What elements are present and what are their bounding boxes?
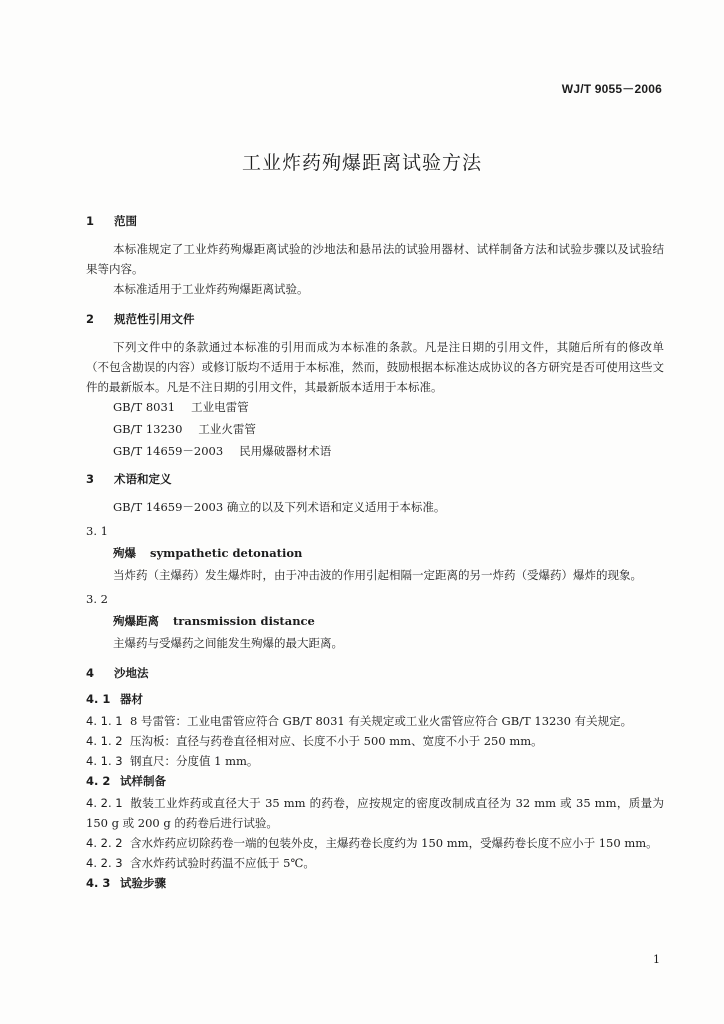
subsection-number: 4. 1 <box>86 692 111 706</box>
reference-name: 工业电雷管 <box>191 400 249 414</box>
term-entry <box>86 611 664 633</box>
reference-item <box>86 397 664 419</box>
subsection-number: 4. 3 <box>86 876 111 890</box>
reference-item <box>86 441 664 463</box>
section-heading-scope <box>86 211 664 231</box>
subsection-heading-sample-preparation <box>86 771 664 793</box>
subsection-number: 4. 2 <box>86 774 111 788</box>
subsection-title: 器材 <box>120 692 143 706</box>
term-number: 3. 2 <box>86 592 108 606</box>
subsection-heading-equipment <box>86 689 664 711</box>
clause-number: 4. 2. 3 <box>86 856 123 870</box>
clause-item <box>86 751 664 771</box>
reference-code: GB/T 8031 <box>113 400 176 414</box>
subsection-heading-test-procedure <box>86 873 664 895</box>
clause-item <box>86 833 664 853</box>
clause-item <box>86 711 664 731</box>
section-title: 规范性引用文件 <box>114 312 195 326</box>
clause-number: 4. 1. 1 <box>86 714 123 728</box>
term-english: sympathetic detonation <box>150 546 303 560</box>
section-number: 2 <box>86 312 95 326</box>
term-entry <box>86 543 664 565</box>
reference-name: 工业火雷管 <box>198 422 256 436</box>
clause-number: 4. 1. 2 <box>86 734 123 748</box>
clause-item <box>86 853 664 873</box>
clause-item <box>86 731 664 751</box>
term-chinese: 殉爆距离 <box>113 614 159 628</box>
term-definition: 当炸药（主爆药）发生爆炸时，由于冲击波的作用引起相隔一定距离的另一炸药（受爆药）爆炸的现象。 <box>113 568 642 582</box>
reference-item <box>86 419 664 441</box>
paragraph: GB/T 14659－2003 确立的以及下列术语和定义适用于本标准。 <box>113 500 446 514</box>
paragraph: 下列文件中的条款通过本标准的引用而成为本标准的条款。凡是注日期的引用文件，其随后所有的修改单（不包含勘误的内容）或修订版均不适用于本标准，然而，鼓励根据本标准达成协议的各方研究是否可使用这些文件的最新版本。凡是不注日期的引用文件，其最新版本适用于本标准。 <box>86 340 664 394</box>
page-number: 1 <box>653 953 660 966</box>
subsection-title: 试样制备 <box>120 774 166 788</box>
clause-item <box>86 793 664 833</box>
clause-number: 4. 1. 3 <box>86 754 123 768</box>
section-title: 范围 <box>114 214 137 228</box>
section-heading-normative-references <box>86 309 664 329</box>
clause-text: 8 号雷管：工业电雷管应符合 GB/T 8031 有关规定或工业火雷管应符合 GB/T 13230 有关规定。 <box>130 714 633 728</box>
paragraph: 本标准规定了工业炸药殉爆距离试验的沙地法和悬吊法的试验用器材、试样制备方法和试验步骤以及试验结果等内容。 <box>86 242 664 276</box>
clause-text: 钢直尺：分度值 1 mm。 <box>130 754 259 768</box>
term-definition: 主爆药与受爆药之间能发生殉爆的最大距离。 <box>113 636 343 650</box>
section-title: 术语和定义 <box>114 472 172 486</box>
clause-text: 压沟板：直径与药卷直径相对应、长度不小于 500 mm、宽度不小于 250 mm。 <box>130 734 543 748</box>
term-number: 3. 1 <box>86 524 108 538</box>
section-heading-terms <box>86 469 664 489</box>
clause-text: 含水炸药试验时药温不应低于 5℃。 <box>130 856 315 870</box>
reference-code: GB/T 13230 <box>113 422 183 436</box>
clause-number: 4. 2. 2 <box>86 836 123 850</box>
section-number: 1 <box>86 214 95 228</box>
clause-number: 4. 2. 1 <box>86 796 123 810</box>
reference-name: 民用爆破器材术语 <box>239 444 332 458</box>
paragraph: 本标准适用于工业炸药殉爆距离试验。 <box>113 282 309 296</box>
document-body <box>86 205 664 895</box>
subsection-title: 试验步骤 <box>120 876 166 890</box>
clause-text: 含水炸药应切除药卷一端的包装外皮，主爆药卷长度约为 150 mm，受爆药卷长度不应小于 150 mm。 <box>130 836 658 850</box>
section-heading-sand-method <box>86 663 664 683</box>
section-title: 沙地法 <box>114 666 149 680</box>
term-english: transmission distance <box>173 614 315 628</box>
term-chinese: 殉爆 <box>113 546 136 560</box>
clause-text: 散装工业炸药或直径大于 35 mm 的药卷，应按规定的密度改制成直径为 32 mm 或 35 mm，质量为 150 g 或 200 g 的药卷后进行试验。 <box>86 796 664 830</box>
standard-number: WJ/T 9055－2006 <box>561 82 662 96</box>
document-title: 工业炸药殉爆距离试验方法 <box>241 152 482 174</box>
section-number: 4 <box>86 666 95 680</box>
reference-code: GB/T 14659－2003 <box>113 444 224 458</box>
section-number: 3 <box>86 472 95 486</box>
